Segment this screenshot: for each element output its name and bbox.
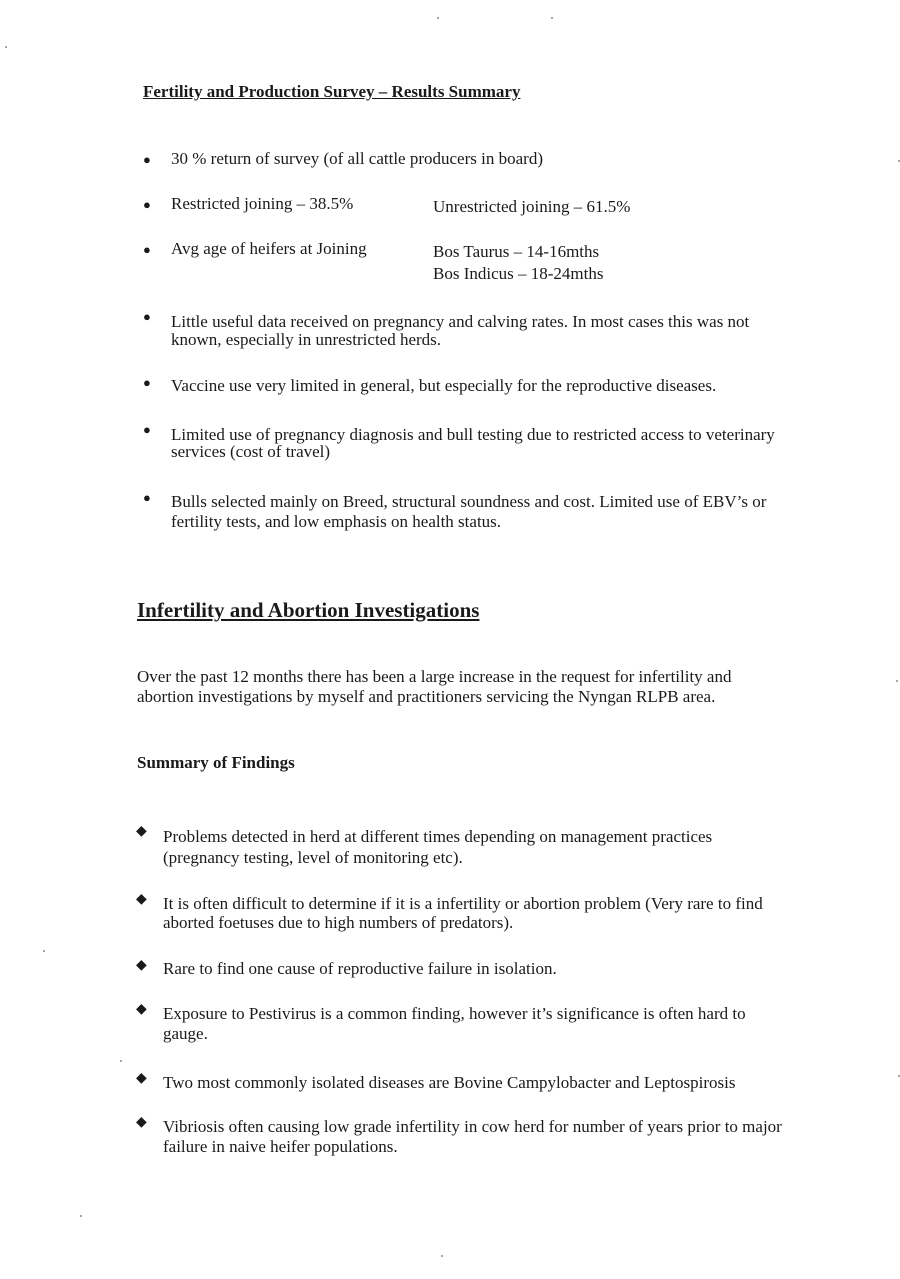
scan-speck (551, 17, 553, 19)
scan-speck (5, 46, 7, 48)
survey-item-pregnancy-diagnosis-line2: services (cost of travel) (171, 442, 331, 461)
bullet-icon: ● (143, 152, 151, 167)
bullet-icon: ● (143, 375, 151, 390)
survey-item-unrestricted-joining: Unrestricted joining – 61.5% (433, 197, 631, 216)
bullet-icon: ● (143, 490, 151, 505)
diamond-bullet-icon: ◆ (136, 1002, 147, 1017)
bullet-icon: ● (143, 309, 151, 324)
finding-detection-line2: (pregnancy testing, level of monitoring etc). (163, 848, 463, 867)
survey-item-pregnancy-data-line2: known, especially in unrestricted herds. (171, 330, 442, 349)
investigations-intro-line2: abortion investigations by myself and practitioners servicing the Nyngan RLPB area. (137, 687, 716, 706)
survey-item-vaccine-use: Vaccine use very limited in general, but especially for the reproductive diseases. (171, 376, 717, 395)
scan-speck (896, 680, 898, 682)
bullet-icon: ● (143, 242, 151, 257)
finding-detection-line1: Problems detected in herd at different times depending on management practices (163, 827, 713, 846)
finding-pestivirus-line1: Exposure to Pestivirus is a common finding, however it’s significance is often hard to (163, 1004, 746, 1023)
scan-speck (80, 1215, 82, 1217)
survey-item-bull-selection-line2: fertility tests, and low emphasis on health status. (171, 512, 502, 531)
scan-speck (441, 1255, 443, 1257)
summary-of-findings-heading: Summary of Findings (137, 753, 295, 772)
finding-common-diseases: Two most commonly isolated diseases are Bovine Campylobacter and Leptospirosis (163, 1073, 736, 1092)
finding-infertility-vs-abortion-line1: It is often difficult to determine if it is a infertility or abortion problem (Very rare to find (163, 894, 763, 913)
survey-item-bull-selection-line1: Bulls selected mainly on Breed, structural soundness and cost. Limited use of EBV’s or (171, 492, 767, 511)
bullet-icon: ● (143, 422, 151, 437)
finding-single-cause: Rare to find one cause of reproductive failure in isolation. (163, 959, 557, 978)
survey-item-pregnancy-diagnosis-line1: Limited use of pregnancy diagnosis and bull testing due to restricted access to veterinary (171, 425, 775, 444)
survey-item-pregnancy-data-line1: Little useful data received on pregnancy and calving rates. In most cases this was not (171, 312, 750, 331)
scan-speck (120, 1060, 122, 1062)
bullet-icon: ● (143, 197, 151, 212)
investigations-heading: Infertility and Abortion Investigations (137, 598, 480, 622)
scan-speck (43, 950, 45, 952)
finding-vibriosis-line1: Vibriosis often causing low grade infertility in cow herd for number of years prior to major (163, 1117, 782, 1136)
diamond-bullet-icon: ◆ (136, 1071, 147, 1086)
survey-item-bos-taurus: Bos Taurus – 14-16mths (433, 242, 600, 261)
diamond-bullet-icon: ◆ (136, 824, 147, 839)
diamond-bullet-icon: ◆ (136, 1115, 147, 1130)
survey-item-heifer-age-label: Avg age of heifers at Joining (171, 239, 367, 258)
survey-summary-heading: Fertility and Production Survey – Results Summary (143, 82, 521, 101)
finding-infertility-vs-abortion-line2: aborted foetuses due to high numbers of predators). (163, 913, 514, 932)
diamond-bullet-icon: ◆ (136, 892, 147, 907)
survey-item-bos-indicus: Bos Indicus – 18-24mths (433, 264, 604, 283)
investigations-intro-line1: Over the past 12 months there has been a large increase in the request for infertility and (137, 667, 732, 686)
diamond-bullet-icon: ◆ (136, 958, 147, 973)
finding-pestivirus-line2: gauge. (163, 1024, 208, 1043)
survey-item-restricted-joining: Restricted joining – 38.5% (171, 194, 354, 213)
finding-vibriosis-line2: failure in naive heifer populations. (163, 1137, 398, 1156)
survey-item-return: 30 % return of survey (of all cattle producers in board) (171, 149, 543, 168)
investigations-intro (137, 667, 837, 707)
scan-speck (437, 17, 439, 19)
